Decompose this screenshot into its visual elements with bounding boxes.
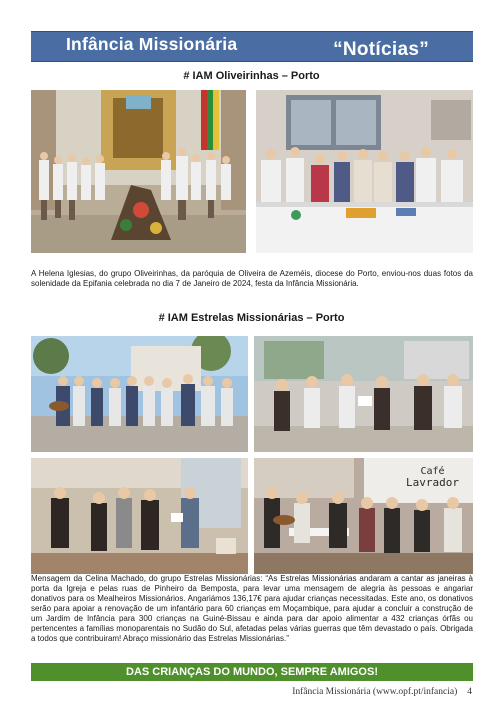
section-title: “Notícias” [333, 39, 429, 60]
cafe-sign [406, 466, 459, 488]
section-heading-estrelas: # IAM Estrelas Missionárias – Porto [158, 312, 345, 324]
page-footer [292, 687, 472, 697]
header-banner [31, 31, 473, 62]
photo-children-hall [31, 458, 248, 574]
cafe-sign-line2: Lavrador [406, 476, 459, 489]
brand-title: Infância Missionária [66, 34, 238, 54]
photo-group-tables [256, 90, 473, 253]
photo-outdoor-singing [31, 336, 248, 452]
caption-oliveirinhas: A Helena Iglesias, do grupo Oliveirinhas, da paróquia de Oliveira de Azeméis, diocese do Porto, enviou-nos duas fotos da solenidade da Epifania celebrada no dia 7 de Janeiro de 2024, festa da Infância Missionária. [31, 269, 473, 288]
caption-estrelas: Mensagem da Celina Machado, do grupo Estrelas Missionárias: “As Estrelas Missionárias andaram a cantar as janeiras à porta da Igreja e pelas ruas de Pinheiro da Bemposta, para levar uma mensagem de alegria às pessoas e angariar donativos para os Mealheiros Missionários. Angariámos 136,17€ para ajudar crianças necessitadas. Este ano, os donativos serão para apoiar a renovação de um infantário para 60 crianças em Moçambique, para ajudar a concluir a construção de um Jardim de Infância para 300 crianças na Guiné-Bissau e ainda para dar apoio alimentar a 432 crianças órfãs ou pertencentes a famílias monoparentais no Sudão do Sul, afetadas pelas várias guerras que têm devastado o país. Obrigada a todos que contribuiram! Abraço missionário das Estrelas Missionárias.” [31, 574, 473, 643]
slogan-banner: DAS CRIANÇAS DO MUNDO, SEMPRE AMIGOS! [31, 663, 473, 681]
photo-cafe-lavrador [254, 458, 473, 574]
photo-indoor-singing [254, 336, 473, 452]
section-heading-oliveirinhas: # IAM Oliveirinhas – Porto [183, 70, 320, 82]
page-number: 4 [467, 687, 472, 697]
cafe-sign-line1: Café [420, 466, 445, 477]
photo-church-epiphany [31, 90, 246, 253]
footer-text: Infância Missionária (www.opf.pt/infancia) [292, 687, 458, 697]
